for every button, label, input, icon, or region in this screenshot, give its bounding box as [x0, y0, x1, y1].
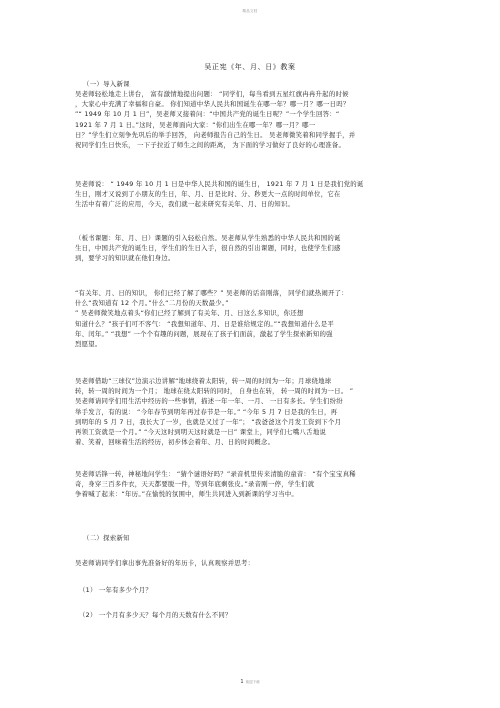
text-line: （1） 一年有多少个月？ [79, 586, 153, 594]
text-line: 生活中有着广泛的应用，今天，我们就一起来研究有关年、月、日的知识。 [75, 200, 295, 209]
section-heading-intro: （一）导入新课 [83, 80, 130, 88]
text-line: 吴老师请同学们拿出事先准备好的年历卡，认真观察并思考： [75, 559, 255, 567]
text-line: 再领工资就是一个月。” “今天这时到明天这时就是一日” 课堂上，同学们七嘴八舌地说 [75, 428, 327, 437]
text-line: ”“ 1949 年 10 月 1 日”，吴老师又接着问：“中国共产党的诞生日呢？”一个学生回答：“ [75, 110, 340, 119]
text-line: 奇，身穿三百多件衣，天天都要脱一件，等到年底剩张皮。”录音刚一停，学生们就 [75, 480, 315, 489]
text-line: 生日，中国共产党的诞生日，学生们的生日入手，很自然的引出课题，同时，也使学生们感 [75, 244, 341, 253]
text-line: 举手发言，有的说： “今年春节到明年再过春节是一年。” “今年 5 月 7 日是我的生日，再 [75, 407, 338, 416]
paragraph-1 [75, 89, 430, 150]
text-line: 到，要学习的知识就在他们身边。 [75, 254, 175, 263]
text-line: 争着喊了起来：“年历。”在愉悦的氛围中，师生共同进入到新课的学习当中。 [75, 490, 299, 499]
footer-text: 欢迎下载 [245, 680, 260, 684]
text-line: （板书课题：年、月、日）课题的引入轻松自然。吴老师从学生熟悉的中华人民共和国的诞 [75, 234, 341, 242]
paragraph-6 [75, 469, 430, 500]
document-title: 吴正宪《年、月、日》教案 [204, 63, 296, 71]
text-line: ，大家心中充满了幸福和自豪。 你们知道中华人民共和国诞生在哪一年？哪一月？哪一日吗？ [75, 100, 350, 109]
question-1 [79, 585, 434, 595]
text-line: 什么“我知道有 12 个月。”什么“二月份的天数最少。” [75, 299, 229, 308]
text-line: ” 吴老师微笑地点着头“你们已经了解到了有关年、月、日这么多知识，你还想 [75, 309, 304, 318]
paragraph-4 [75, 288, 430, 349]
paragraph-5 [75, 376, 430, 447]
text-line: 日？”学生们立刻争先巩后的举手回答， 向老师报告自己的生日。 吴老师微笑着和同学握手，并 [75, 130, 356, 139]
text-line: 到明年的 5 月 7 日，我长大了一岁，也就是又过了一年”； “我爸爸这个月发工资到下个月 [75, 417, 342, 426]
question-2 [79, 610, 434, 620]
text-line: 吴老师说： “ 1949 年 10 月 1 日是中华人民共和国的诞生日， 1921 年 7 月 1 日是我们党的诞 [75, 180, 364, 188]
paragraph-7 [75, 558, 430, 568]
page-footer [0, 679, 500, 685]
paragraph-3 [75, 233, 430, 264]
text-line: 着、笑着，回味着生活的经历，初步体会着年、月、日的时间概念。 [75, 438, 275, 447]
text-line: 吴老师轻松地走上讲台， 富有激情地提出问题： “同学们，每当看到五星红旗冉冉升起的时候 [75, 90, 349, 98]
text-line: 年、闰年。” “我想” 一个个有趣的问题，展现在了孩子们面前，激起了学生探索新知的强 [75, 329, 333, 338]
text-line: 祝同学们生日快乐， 一下子拉近了师生之间的距离， 为下面的学习做好了良好的心理准备。 [75, 141, 346, 150]
text-line: （2） 一个月有多少天？每个月的天数有什么不同？ [79, 611, 232, 619]
text-line: 生日，刚才又说到了小朋友的生日，年、月、日是比时、分、秒更大一点的时间单位，它在 [75, 190, 341, 199]
text-line: 烈愿望。 [75, 340, 102, 349]
text-line: 吴老师请同学们用生活中经历的一些事情，描述一年一年、一月、 一日有多长。学生们纷纷 [75, 397, 343, 406]
text-line: “有关年、月、日的知识， 你们已经了解了哪些？” 吴老师的话音刚落， 同学们就热闹开了： [75, 289, 348, 297]
text-line: 吴老师借助“三球仪”边演示边讲解“地球绕着太阳转，转一周的时间为一年；月球绕地球 [75, 377, 332, 385]
text-line: 1921 年 7 月 1 日。”这时，吴老师面向大家：“你们出生在哪一年？哪一月？哪一 [75, 120, 316, 129]
text-line: 吴老师话锋一转，神秘地问学生： “猜个谜语好吗？”录音机里传来清脆的童音： “有个宝宝真稀 [75, 470, 356, 478]
page-number: 1 [240, 679, 244, 685]
paragraph-2 [75, 179, 430, 210]
section-heading-explore: （二）探索新知 [83, 534, 130, 542]
text-line: 知道什么？”孩子们可不客气： “我想知道年、月、日是谁给规定的。”“我想知道什么是平 [75, 319, 335, 328]
text-line: 转，转一周的时间为一个月； 地球在绕太阳转的同时， 自身也在转， 转一周的时间为一日。 ” [75, 387, 354, 396]
page-header: 精品文档 [242, 9, 258, 13]
